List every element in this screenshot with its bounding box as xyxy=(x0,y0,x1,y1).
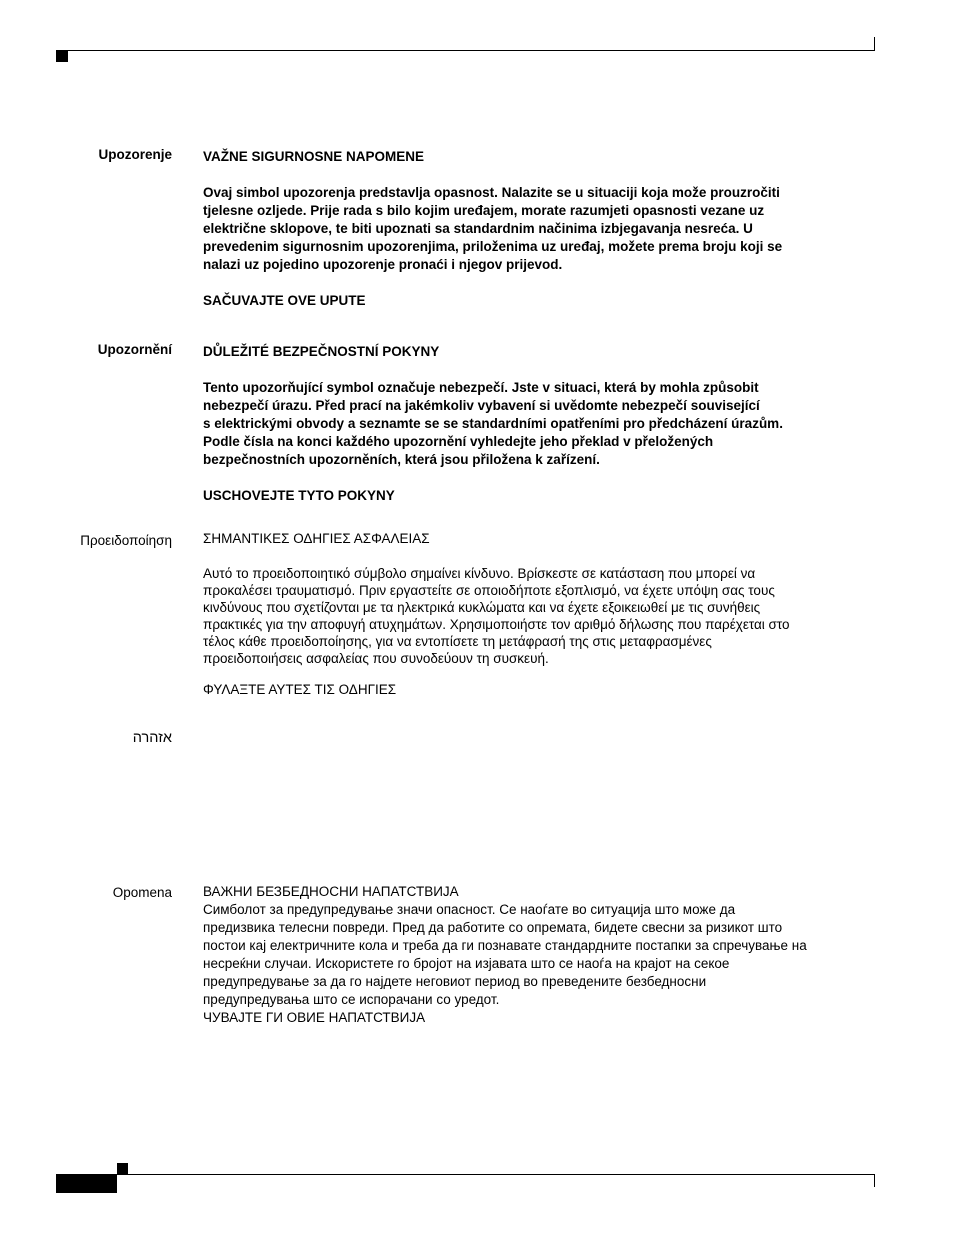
warning-line: κινδύνους που σχετίζονται με τα ηλεκτρικά κυκλώματα και να έχετε εξοικειωθεί με τις συνήθεις xyxy=(203,600,761,615)
warning-line: nalazi uz pojedino upozorenje pronaći i njegov prijevod. xyxy=(203,257,563,272)
warning-label-greek: Προειδοποίηση xyxy=(80,533,172,548)
warning-line: električne sklopove, te biti upoznati sa standardnim načinima izbjegavanja nesreća. U xyxy=(203,221,753,236)
warning-label-croatian: Upozorenje xyxy=(98,147,172,162)
warning-title: VAŽNE SIGURNOSNE NAPOMENE xyxy=(203,149,425,164)
warning-line: prevedenim sigurnosnim upozorenjima, priloženima uz uređaj, možete prema broju koji se xyxy=(203,239,783,254)
warning-line: nebezpečí úrazu. Před prací na jakémkoliv vybavení si uvědomte nebezpečí související xyxy=(203,398,760,413)
warning-line: προειδοποιήσεις ασφαλείας που συνοδεύουν τη συσκευή. xyxy=(203,651,549,666)
footer-marker xyxy=(117,1163,128,1174)
warning-line: Ovaj simbol upozorenja predstavlja opasnost. Nalazite se u situaciji koja može prouzročiti xyxy=(203,185,780,200)
warning-save-instruction: USCHOVEJTE TYTO POKYNY xyxy=(203,488,395,503)
warning-line: несреќни случаи. Искористете го бројот на изјавата што се наоѓа на крајот на секое xyxy=(203,956,730,971)
footer-page-block xyxy=(56,1175,117,1193)
warning-line: Podle čísla na konci každého upozornění vyhledejte jeho překlad v přeložených xyxy=(203,434,714,449)
warning-block-croatian xyxy=(203,148,868,310)
warning-block-macedonian xyxy=(203,883,868,1027)
warning-line: πρακτικές για την αποφυγή ατυχημάτων. Χρησιμοποιήστε τον αριθμό δήλωσης που παρέχεται στο xyxy=(203,617,790,632)
warning-line: Αυτό το προειδοποιητικό σύμβολο σημαίνει κίνδυνο. Βρίσκεστε σε κατάσταση που μπορεί να xyxy=(203,566,756,581)
warning-save-instruction: ΦΥΛΑΞΤΕ ΑΥΤΕΣ ΤΙΣ ΟΔΗΓΙΕΣ xyxy=(203,682,397,697)
warning-label-hebrew: אזהרה xyxy=(132,730,172,746)
warning-title: ΣΗΜΑΝΤΙΚΕΣ ΟΔΗΓΙΕΣ ΑΣΦΑΛΕΙΑΣ xyxy=(203,531,430,546)
warning-block-czech xyxy=(203,343,868,505)
warning-line: предупредувања што се испорачани со уредот. xyxy=(203,992,500,1007)
warning-block-greek xyxy=(203,530,868,699)
warning-line: s elektrickými obvody a seznamte se se standardními opatřeními pro předcházení úrazům. xyxy=(203,416,783,431)
header-tick xyxy=(874,37,875,51)
warning-line: προκαλέσει τραυματισμό. Πριν εργαστείτε σε οποιοδήποτε εξοπλισμό, να έχετε υπόψη σας τους xyxy=(203,583,775,598)
footer-rule xyxy=(56,1174,875,1175)
warning-line: tjelesne ozljede. Prije rada s bilo kojim uređajem, morate razumjeti opasnosti vezane uz xyxy=(203,203,765,218)
warning-label-macedonian: Opomena xyxy=(112,885,172,900)
warning-title: DŮLEŽITÉ BEZPEČNOSTNÍ POKYNY xyxy=(203,344,440,359)
footer-tick xyxy=(874,1175,875,1187)
warning-line: Симболот за предупредување значи опасност. Се наоѓате во ситуација што може да xyxy=(203,902,736,917)
warning-line: τέλος κάθε προειδοποίησης, για να εντοπίσετε τη μετάφρασή της στις μεταφρασμένες xyxy=(203,634,712,649)
warning-line: Tento upozorňující symbol označuje nebezpečí. Jste v situaci, která by mohla způsobit xyxy=(203,380,759,395)
warning-line: постои кај електричните кола и треба да ги познавате стандардните постапки за спречување на xyxy=(203,938,807,953)
warning-save-instruction: ЧУВАЈТЕ ГИ ОВИЕ НАПАТСТВИЈА xyxy=(203,1010,426,1025)
header-marker xyxy=(56,51,68,62)
warning-title: ВАЖНИ БЕЗБЕДНОСНИ НАПАТСТВИЈА xyxy=(203,884,459,899)
warning-label-czech: Upozornění xyxy=(97,342,172,357)
warning-save-instruction: SAČUVAJTE OVE UPUTE xyxy=(203,293,366,308)
warning-line: предизвика телесни повреди. Пред да работите со опремата, бидете свесни за ризикот што xyxy=(203,920,783,935)
warning-line: предупредување за да го најдете неговиот период во преведените безбедносни xyxy=(203,974,707,989)
warning-line: bezpečnostních upozorněních, která jsou přiložena k zařízení. xyxy=(203,452,600,467)
header-rule xyxy=(56,50,875,51)
